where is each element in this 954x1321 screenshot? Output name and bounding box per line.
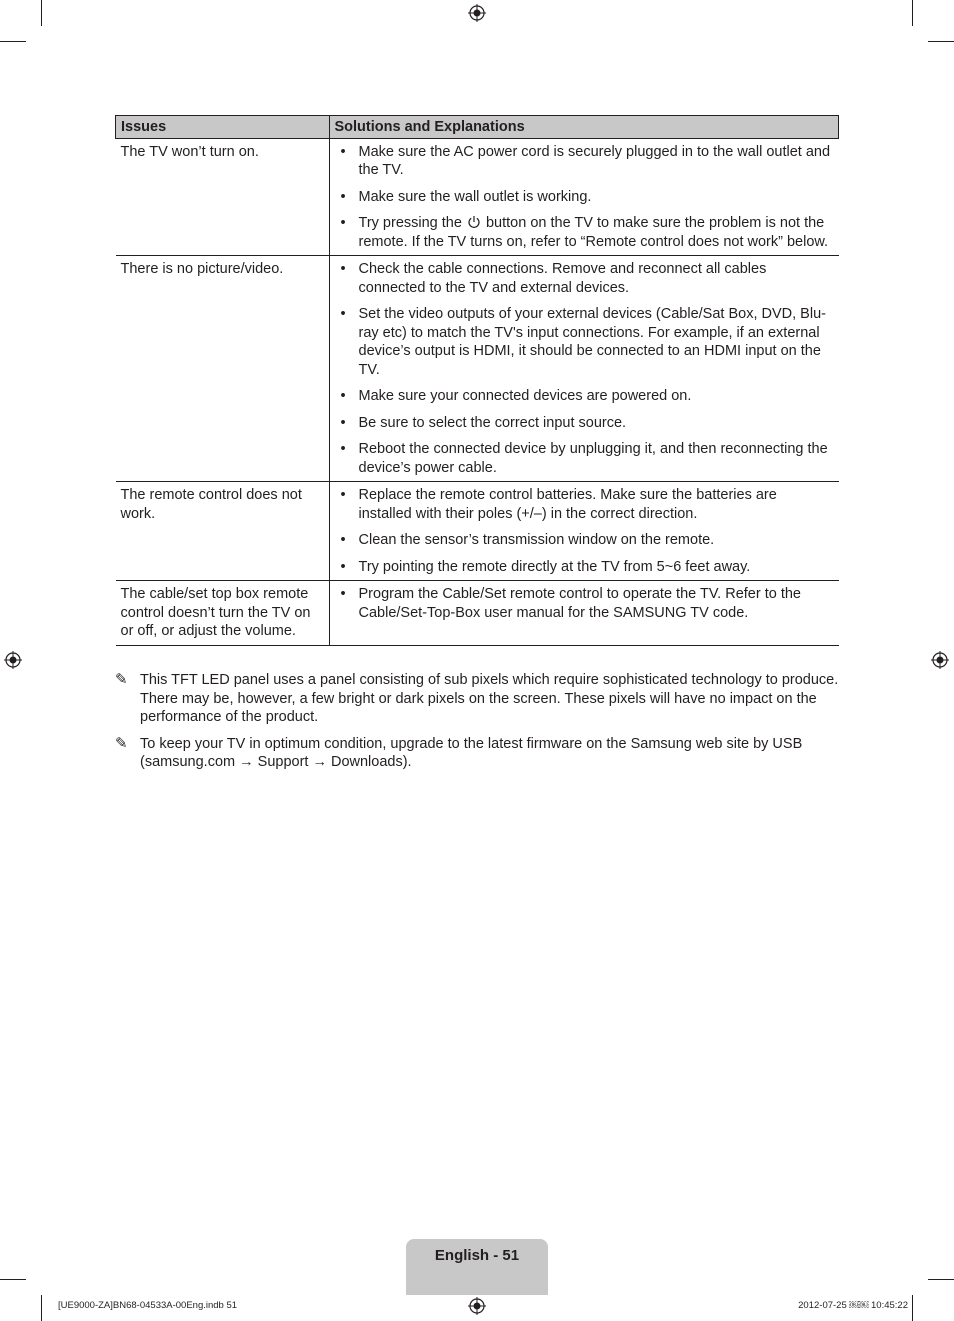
list-item: • Make sure the wall outlet is working. bbox=[340, 188, 592, 205]
crop-mark bbox=[928, 1279, 954, 1280]
bullet-icon: • bbox=[340, 414, 346, 431]
crop-mark bbox=[912, 0, 913, 26]
table-row bbox=[116, 256, 839, 482]
bullet-icon: • bbox=[340, 441, 346, 457]
note-item bbox=[115, 671, 839, 727]
list-item: • Try pointing the remote directly at the TV from 5~6 feet away. bbox=[340, 558, 751, 575]
list-item: • Make sure the AC power cord is securely plugged in to the wall outlet and the TV. bbox=[340, 143, 831, 178]
column-header-issues: Issues bbox=[116, 116, 330, 139]
crop-mark bbox=[41, 1295, 42, 1321]
registration-mark-icon bbox=[468, 1297, 486, 1315]
registration-mark-icon bbox=[931, 651, 949, 669]
issue-cell: The TV won’t turn on. bbox=[116, 138, 330, 256]
crop-mark bbox=[41, 0, 42, 26]
table-header-row bbox=[116, 116, 839, 139]
note-text: This TFT LED panel uses a panel consisting of sub pixels which require sophisticated technology to produce. There may be, however, a few bright or dark pixels on the screen. These pixels will have no impact on the performance of the product. bbox=[140, 672, 839, 725]
issue-cell: The remote control does not work. bbox=[116, 482, 330, 581]
bullet-icon: • bbox=[340, 586, 346, 602]
crop-mark bbox=[912, 1295, 913, 1321]
bullet-icon: • bbox=[340, 558, 346, 575]
bullet-icon: • bbox=[340, 143, 346, 160]
solutions-cell bbox=[329, 482, 839, 581]
column-header-solutions: Solutions and Explanations bbox=[329, 116, 839, 139]
bullet-icon: • bbox=[340, 532, 346, 548]
issue-cell: The cable/set top box remote control doesn’t turn the TV on or off, or adjust the volume. bbox=[116, 581, 330, 646]
solutions-cell bbox=[329, 581, 839, 646]
crop-mark bbox=[928, 41, 954, 42]
note-text: To keep your TV in optimum condition, upgrade to the latest firmware on the Samsung web site by USB (samsung.com → Support → Downloads). bbox=[140, 735, 803, 770]
bullet-icon: • bbox=[340, 487, 346, 503]
solutions-cell bbox=[329, 256, 839, 482]
table-row bbox=[116, 482, 839, 581]
registration-mark-icon bbox=[468, 4, 486, 22]
crop-mark bbox=[0, 41, 26, 42]
registration-mark-icon bbox=[4, 651, 22, 669]
list-item: • Make sure your connected devices are powered on. bbox=[340, 388, 692, 404]
pencil-note-icon: ✎ bbox=[115, 671, 128, 688]
solutions-cell bbox=[329, 138, 839, 256]
bullet-icon: • bbox=[340, 388, 346, 404]
bullet-icon: • bbox=[340, 306, 346, 322]
power-icon bbox=[467, 215, 481, 229]
bullet-icon: • bbox=[340, 215, 346, 231]
bullet-icon: • bbox=[340, 261, 346, 277]
list-item: • Set the video outputs of your external devices (Cable/Sat Box, DVD, Blu-ray etc) to match the TV's input connections. For example, if an external device’s output is HDMI, it should be connected to an HDMI input on the TV. bbox=[340, 306, 826, 378]
table-row bbox=[116, 138, 839, 256]
notes-section bbox=[115, 671, 839, 780]
troubleshooting-table bbox=[115, 115, 839, 646]
list-item: • Replace the remote control batteries. Make sure the batteries are installed with their poles (+/–) in the correct direction. bbox=[340, 487, 777, 522]
pencil-note-icon: ✎ bbox=[115, 734, 128, 752]
table-row bbox=[116, 581, 839, 646]
note-item bbox=[115, 735, 839, 772]
list-item: • Reboot the connected device by unplugging it, and then reconnecting the device’s power cable. bbox=[340, 441, 828, 476]
list-item: • Clean the sensor’s transmission window on the remote. bbox=[340, 532, 715, 548]
list-item: • Try pressing the button on the TV to make sure the problem is not the remote. If the TV turns on, refer to “Remote control does not work” below. bbox=[340, 215, 829, 250]
issue-cell: There is no picture/video. bbox=[116, 256, 330, 482]
crop-mark bbox=[0, 1279, 26, 1280]
page-number-badge: English - 51 bbox=[406, 1239, 548, 1295]
list-item: • Program the Cable/Set remote control to operate the TV. Refer to the Cable/Set-Top-Box user manual for the SAMSUNG TV code. bbox=[340, 586, 801, 621]
list-item: • Check the cable connections. Remove and reconnect all cables connected to the TV and external devices. bbox=[340, 261, 767, 296]
footer-file-info: [UE9000-ZA]BN68-04533A-00Eng.indb 51 bbox=[58, 1300, 238, 1311]
bullet-icon: • bbox=[340, 188, 346, 205]
footer-timestamp: 2012-07-25 ￼￼ 10:45:22 bbox=[798, 1300, 908, 1311]
list-item: • Be sure to select the correct input source. bbox=[340, 414, 627, 431]
